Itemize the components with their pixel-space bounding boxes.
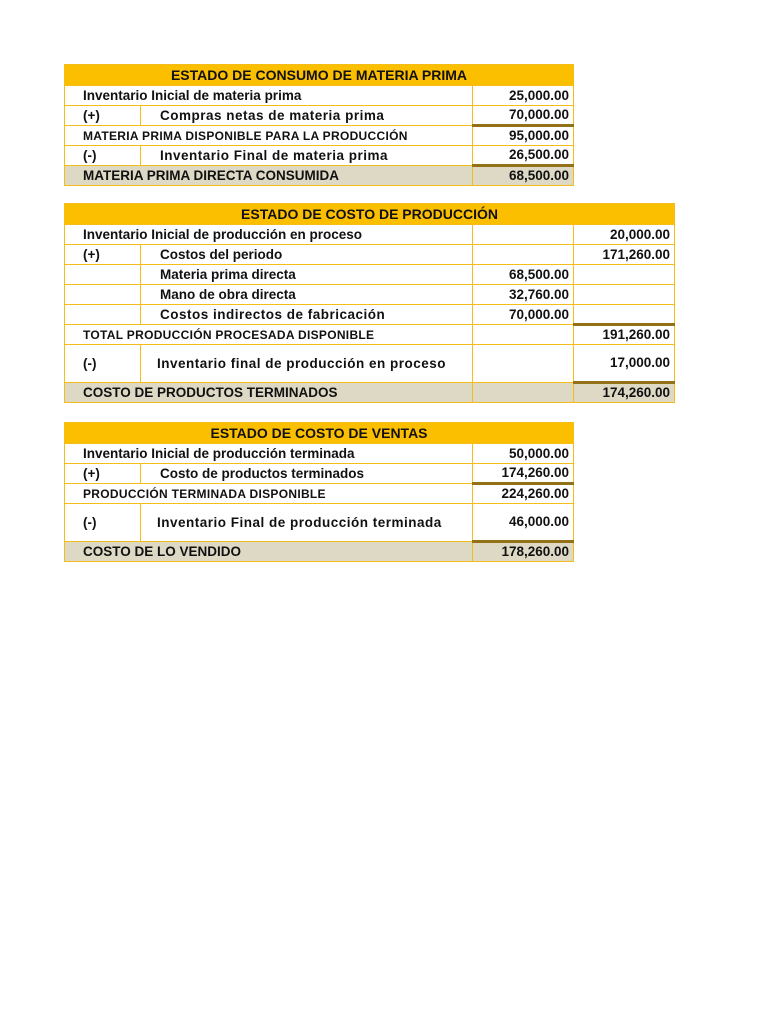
- total-value: 68,500.00: [473, 166, 574, 186]
- empty-cell: [574, 265, 675, 285]
- empty-cell: [473, 225, 574, 245]
- table-title-row: [65, 65, 574, 86]
- empty-cell: [65, 305, 141, 325]
- table-row: [65, 504, 574, 542]
- row-label: Inventario Final de producción terminada: [141, 504, 473, 542]
- row-label: Costos indirectos de fabricación: [141, 305, 473, 325]
- table-total-row: [65, 166, 574, 186]
- row-value: 20,000.00: [574, 225, 675, 245]
- row-label: Costo de productos terminados: [141, 464, 473, 484]
- row-value: 32,760.00: [473, 285, 574, 305]
- row-value: 70,000.00: [473, 106, 574, 126]
- row-label: Mano de obra directa: [141, 285, 473, 305]
- total-value: 174,260.00: [574, 383, 675, 403]
- row-label: Costos del periodo: [141, 245, 473, 265]
- table-row: [65, 325, 675, 345]
- row-value: 46,000.00: [473, 504, 574, 542]
- table-row: [65, 305, 675, 325]
- table-total-row: [65, 383, 675, 403]
- empty-cell: [473, 383, 574, 403]
- total-value: 178,260.00: [473, 542, 574, 562]
- row-sign: (-): [65, 504, 141, 542]
- table-row: [65, 265, 675, 285]
- table-row: [65, 345, 675, 383]
- row-label: PRODUCCIÓN TERMINADA DISPONIBLE: [65, 484, 473, 504]
- empty-cell: [473, 345, 574, 383]
- table-title-row: [65, 204, 675, 225]
- table-title: ESTADO DE COSTO DE PRODUCCIÓN: [65, 204, 675, 225]
- row-sign: (-): [65, 146, 141, 166]
- row-label: Inventario final de producción en proceso: [141, 345, 473, 383]
- row-label: Materia prima directa: [141, 265, 473, 285]
- empty-cell: [473, 325, 574, 345]
- row-label: TOTAL PRODUCCIÓN PROCESADA DISPONIBLE: [65, 325, 473, 345]
- table-row: [65, 484, 574, 504]
- row-value: 68,500.00: [473, 265, 574, 285]
- table-title-row: [65, 423, 574, 444]
- table-row: [65, 106, 574, 126]
- table-title: ESTADO DE COSTO DE VENTAS: [65, 423, 574, 444]
- row-value: 17,000.00: [574, 345, 675, 383]
- row-sign: (-): [65, 345, 141, 383]
- row-sign: (+): [65, 106, 141, 126]
- costo-produccion-table: [64, 203, 675, 403]
- total-label: COSTO DE LO VENDIDO: [65, 542, 473, 562]
- empty-cell: [574, 285, 675, 305]
- table-row: [65, 225, 675, 245]
- table-row: [65, 86, 574, 106]
- row-value: 95,000.00: [473, 126, 574, 146]
- empty-cell: [65, 265, 141, 285]
- table-title: ESTADO DE CONSUMO DE MATERIA PRIMA: [65, 65, 574, 86]
- empty-cell: [65, 285, 141, 305]
- table-row: [65, 285, 675, 305]
- row-value: 25,000.00: [473, 86, 574, 106]
- costo-ventas-table: [64, 422, 574, 562]
- row-value: 224,260.00: [473, 484, 574, 504]
- table-total-row: [65, 542, 574, 562]
- row-label: Inventario Final de materia prima: [141, 146, 473, 166]
- row-value: 26,500.00: [473, 146, 574, 166]
- row-label: MATERIA PRIMA DISPONIBLE PARA LA PRODUCCIÓN: [65, 126, 473, 146]
- row-label: Inventario Inicial de producción en proceso: [65, 225, 473, 245]
- empty-cell: [473, 245, 574, 265]
- table-row: [65, 444, 574, 464]
- table-row: [65, 146, 574, 166]
- row-label: Inventario Inicial de producción terminada: [65, 444, 473, 464]
- row-sign: (+): [65, 245, 141, 265]
- materia-prima-table: [64, 64, 574, 186]
- table-row: [65, 464, 574, 484]
- row-label: Inventario Inicial de materia prima: [65, 86, 473, 106]
- row-value: 50,000.00: [473, 444, 574, 464]
- row-value: 171,260.00: [574, 245, 675, 265]
- total-label: COSTO DE PRODUCTOS TERMINADOS: [65, 383, 473, 403]
- row-label: Compras netas de materia prima: [141, 106, 473, 126]
- row-value: 70,000.00: [473, 305, 574, 325]
- row-value: 174,260.00: [473, 464, 574, 484]
- row-sign: (+): [65, 464, 141, 484]
- table-row: [65, 245, 675, 265]
- empty-cell: [574, 305, 675, 325]
- table-row: [65, 126, 574, 146]
- total-label: MATERIA PRIMA DIRECTA CONSUMIDA: [65, 166, 473, 186]
- row-value: 191,260.00: [574, 325, 675, 345]
